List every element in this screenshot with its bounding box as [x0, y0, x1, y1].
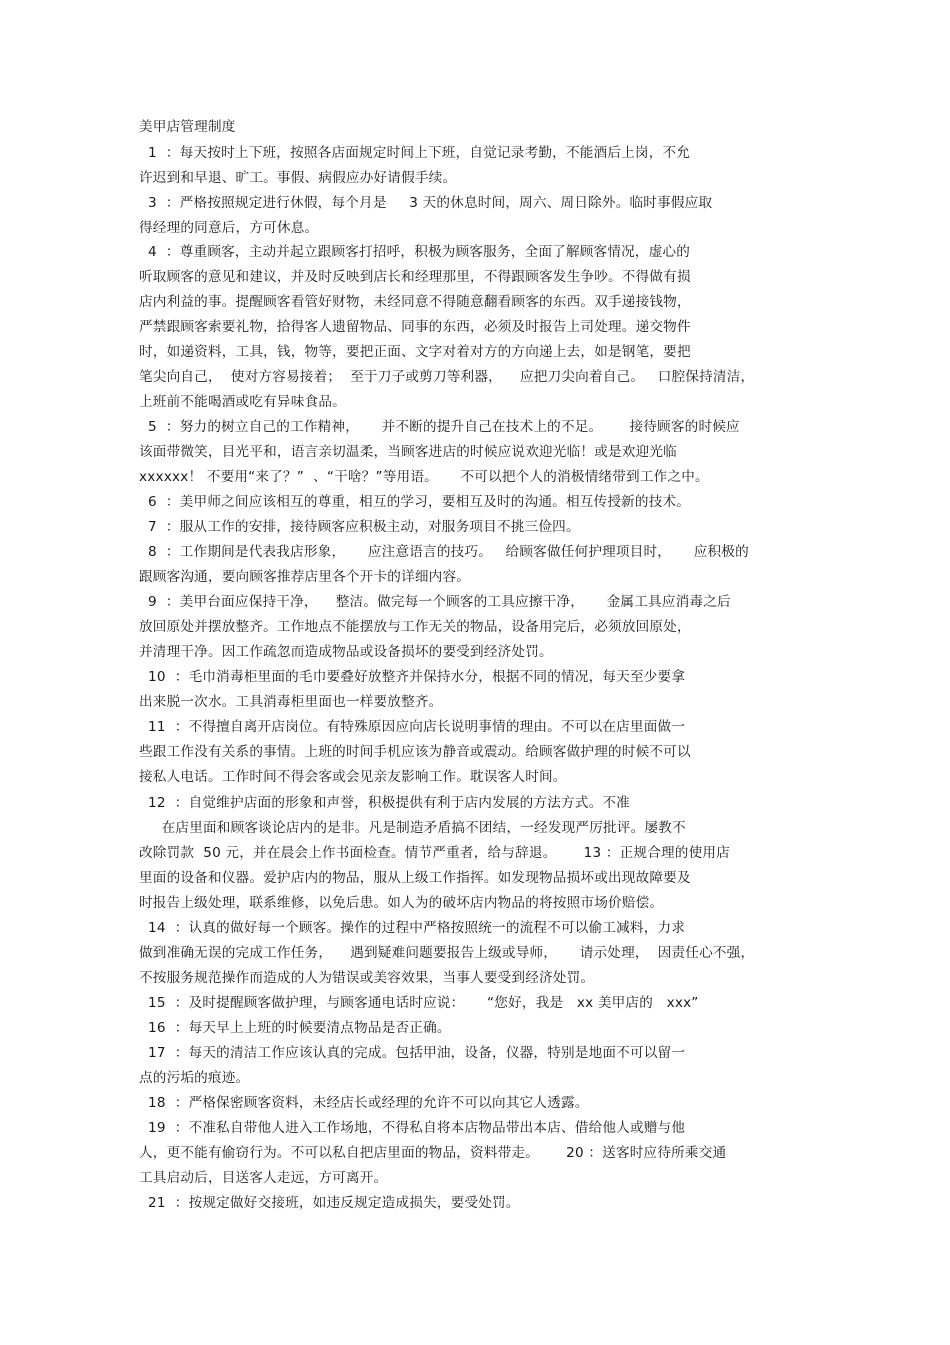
text-line: 时报告上级处理，联系维修，以免后患。如人为的破坏店内物品的将按照市场价赔偿。 [139, 895, 664, 911]
text-line: 18 ：严格保密顾客资料，未经店长或经理的允许不可以向其它人透露。 [139, 1095, 589, 1111]
text-line: 跟顾客沟通，要向顾客推荐店里各个开卡的详细内容。 [139, 569, 471, 585]
text-line: 19 ：不准私自带他人进入工作场地，不得私自将本店物品带出本店、借给他人或赠与他 [139, 1120, 686, 1136]
text-line: 听取顾客的意见和建议，并及时反映到店长和经理那里，不得跟顾客发生争吵。不得做有损 [139, 269, 691, 285]
text-line: 5 ：努力的树立自己的工作精神， 并不断的提升自己在技术上的不足。 接待顾客的时候应 [139, 419, 740, 435]
text-line: 17 ：每天的清洁工作应该认真的完成。包括甲油，设备，仪器，特别是地面不可以留一 [139, 1045, 686, 1061]
text-line: 些跟工作没有关系的事情。上班的时间手机应该为静音或震动。给顾客做护理的时候不可以 [139, 744, 691, 760]
text-line: 出来脱一次水。工具消毒柜里面也一样要放整齐。 [139, 694, 443, 710]
text-line: 笔尖向自己， 使对方容易接着； 至于刀子或剪刀等利器， 应把刀尖向着自己。 口腔保持清洁， [139, 369, 755, 385]
text-line: 不按服务规范操作而造成的人为错误或美容效果，当事人要受到经济处罚。 [139, 970, 595, 986]
text-line: 15 ：及时提醒顾客做护理，与顾客通电话时应说： “您好，我是 xx 美甲店的 xxx” [139, 995, 699, 1011]
text-line: 得经理的同意后，方可休息。 [139, 220, 319, 236]
text-line: 放回原处并摆放整齐。工作地点不能摆放与工作无关的物品，设备用完后，必须放回原处， [139, 619, 691, 635]
text-line: 4 ：尊重顾客，主动并起立跟顾客打招呼，积极为顾客服务，全面了解顾客情况，虚心的 [139, 244, 691, 260]
text-line: 改除罚款 50 元，并在晨会上作书面检查。情节严重者，给与辞退。 13 ：正规合理的使用店 [139, 845, 730, 861]
text-line: 11 ：不得擅自离开店岗位。有特殊原因应向店长说明事情的理由。不可以在店里面做一 [139, 719, 686, 735]
text-line: 许迟到和早退、旷工。事假、病假应办好请假手续。 [139, 170, 457, 186]
document-title: 美甲店管理制度 [139, 119, 236, 135]
text-line: 时，如递资料，工具，钱，物等，要把正面、文字对着对方的方向递上去，如是钢笔，要把 [139, 344, 691, 360]
text-line: 接私人电话。工作时间不得会客或会见亲友影响工作。耽误客人时间。 [139, 769, 567, 785]
text-line: 3 ：严格按照规定进行休假，每个月是 3 天的休息时间，周六、周日除外。临时事假应取 [139, 195, 713, 211]
text-line: 7 ：服从工作的安排，接待顾客应积极主动，对服务项目不挑三俭四。 [139, 519, 580, 535]
text-line: 16 ：每天早上上班的时候要清点物品是否正确。 [139, 1020, 451, 1036]
text-line: 做到准确无误的完成工作任务， 遇到疑难问题要报告上级或导师， 请示处理， 因责任心不强， [139, 945, 755, 961]
text-line: 1 ：每天按时上下班，按照各店面规定时间上下班，自觉记录考勤，不能酒后上岗，不允 [139, 145, 691, 161]
text-line: 上班前不能喝酒或吃有异味食品。 [139, 394, 346, 410]
text-line: 8 ：工作期间是代表我店形象， 应注意语言的技巧。 给顾客做任何护理项目时， 应积极的 [139, 544, 749, 560]
text-line: 6 ：美甲师之间应该相互的尊重，相互的学习，要相互及时的沟通。相互传授新的技术。 [139, 494, 691, 510]
text-line: 10 ：毛巾消毒柜里面的毛巾要叠好放整齐并保持水分，根据不同的情况，每天至少要拿 [139, 669, 686, 685]
text-line: 点的污垢的痕迹。 [139, 1070, 250, 1086]
text-line: 14 ：认真的做好每一个顾客。操作的过程中严格按照统一的流程不可以偷工减料，力求 [139, 920, 686, 936]
text-line: 工具启动后，目送客人走远，方可离开。 [139, 1170, 388, 1186]
text-line: 人，更不能有偷窃行为。不可以私自把店里面的物品，资料带走。 20 ：送客时应待所乘交通 [139, 1145, 727, 1161]
text-line: xxxxxx！ 不要用“来了？” 、“干啥？”等用语。 不可以把个人的消极情绪带到工作之中。 [139, 469, 709, 485]
text-line: 并清理干净。因工作疏忽而造成物品或设备损坏的要受到经济处罚。 [139, 644, 553, 660]
text-line: 里面的设备和仪器。爱护店内的物品，服从上级工作指挥。如发现物品损坏或出现故障要及 [139, 870, 691, 886]
text-line: 9 ：美甲台面应保持干净， 整洁。做完每一个顾客的工具应擦干净， 金属工具应消毒之后 [139, 594, 731, 610]
text-line: 该面带微笑，目光平和，语言亲切温柔，当顾客进店的时候应说欢迎光临！或是欢迎光临 [139, 444, 677, 460]
text-line: 12 ：自觉维护店面的形象和声誉，积极提供有利于店内发展的方法方式。不准 [139, 795, 630, 811]
text-line: 在店里面和顾客谈论店内的是非。凡是制造矛盾搞不团结，一经发现严厉批评。屡教不 [139, 820, 686, 836]
text-line: 店内利益的事。提醒顾客看管好财物，未经同意不得随意翻看顾客的东西。双手递接钱物， [139, 294, 691, 310]
text-line: 严禁跟顾客索要礼物，拾得客人遗留物品、同事的东西，必须及时报告上司处理。递交物件 [139, 319, 691, 335]
text-line: 21 ：按规定做好交接班，如违反规定造成损失，要受处罚。 [139, 1195, 520, 1211]
